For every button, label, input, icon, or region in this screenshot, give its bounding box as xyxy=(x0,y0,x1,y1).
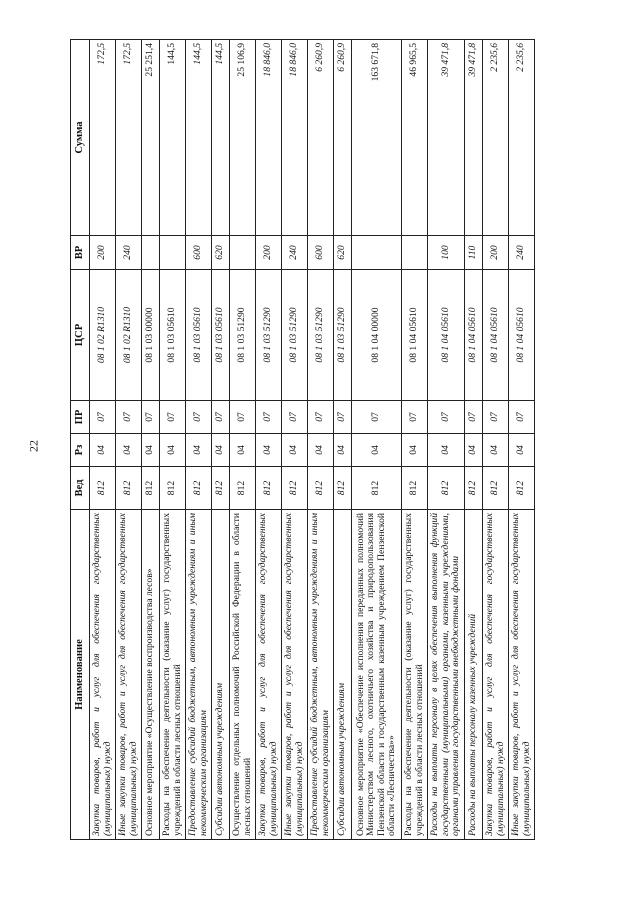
cell-pr: 07 xyxy=(483,401,509,434)
cell-vr xyxy=(142,236,160,270)
cell-vr: 100 xyxy=(428,236,465,270)
cell-csr: 08 1 04 05610 xyxy=(402,270,428,401)
cell-csr: 08 1 04 05610 xyxy=(509,270,535,401)
cell-rz: 04 xyxy=(465,434,483,467)
cell-ved: 812 xyxy=(308,467,334,510)
cell-name: Иные закупки товаров, работ и услуг для обеспечения государственных (муниципальных) нужд xyxy=(116,510,142,840)
cell-rz: 04 xyxy=(116,434,142,467)
table-row xyxy=(352,40,402,840)
rotated-page-content xyxy=(70,40,600,840)
header-vr: ВР xyxy=(71,236,90,270)
table-row xyxy=(308,40,334,840)
table-row xyxy=(90,40,116,840)
cell-rz: 04 xyxy=(256,434,282,467)
cell-csr: 08 1 03 00000 xyxy=(142,270,160,401)
cell-csr: 08 1 04 00000 xyxy=(352,270,402,401)
cell-sum: 144,5 xyxy=(212,40,230,236)
header-sum: Сумма xyxy=(71,40,90,236)
table-row xyxy=(509,40,535,840)
cell-name: Основное мероприятие «Обеспечение исполнения переданных полномочий Министерством лесного, охотничьего хозяйства и природопользования Пензенской области и государственным казенным учреждением Пензенской области «Лесничества»» xyxy=(352,510,402,840)
table-row xyxy=(186,40,212,840)
cell-pr: 07 xyxy=(142,401,160,434)
cell-pr: 07 xyxy=(509,401,535,434)
cell-rz: 04 xyxy=(90,434,116,467)
cell-csr: 08 1 02 R1310 xyxy=(90,270,116,401)
cell-csr: 08 1 03 51290 xyxy=(308,270,334,401)
cell-vr: 200 xyxy=(90,236,116,270)
cell-sum: 144,5 xyxy=(186,40,212,236)
header-ved: Вед xyxy=(71,467,90,510)
cell-vr: 600 xyxy=(186,236,212,270)
table-row xyxy=(230,40,256,840)
cell-vr: 620 xyxy=(334,236,352,270)
budget-table xyxy=(70,39,535,840)
table-row xyxy=(483,40,509,840)
cell-vr xyxy=(352,236,402,270)
cell-sum: 46 965,5 xyxy=(402,40,428,236)
cell-rz: 04 xyxy=(186,434,212,467)
cell-csr: 08 1 03 05610 xyxy=(186,270,212,401)
cell-ved: 812 xyxy=(230,467,256,510)
cell-sum: 25 251,4 xyxy=(142,40,160,236)
cell-rz: 04 xyxy=(160,434,186,467)
table-row xyxy=(465,40,483,840)
page-number: 22 xyxy=(26,440,41,452)
cell-ved: 812 xyxy=(256,467,282,510)
table-row xyxy=(256,40,282,840)
cell-ved: 812 xyxy=(334,467,352,510)
table-row xyxy=(334,40,352,840)
cell-csr: 08 1 04 05610 xyxy=(465,270,483,401)
cell-rz: 04 xyxy=(282,434,308,467)
cell-ved: 812 xyxy=(352,467,402,510)
cell-pr: 07 xyxy=(308,401,334,434)
table-row xyxy=(282,40,308,840)
cell-ved: 812 xyxy=(509,467,535,510)
cell-rz: 04 xyxy=(352,434,402,467)
cell-vr: 600 xyxy=(308,236,334,270)
cell-csr: 08 1 03 51290 xyxy=(256,270,282,401)
cell-csr: 08 1 04 05610 xyxy=(483,270,509,401)
cell-vr: 200 xyxy=(483,236,509,270)
cell-vr: 240 xyxy=(509,236,535,270)
cell-name: Предоставление субсидий бюджетным, автономным учреждениям и иным некоммерческим организациям xyxy=(186,510,212,840)
cell-vr: 240 xyxy=(282,236,308,270)
table-row xyxy=(212,40,230,840)
cell-ved: 812 xyxy=(116,467,142,510)
table-header-row xyxy=(71,40,90,840)
cell-rz: 04 xyxy=(428,434,465,467)
cell-vr: 200 xyxy=(256,236,282,270)
cell-ved: 812 xyxy=(186,467,212,510)
cell-csr: 08 1 04 05610 xyxy=(428,270,465,401)
cell-ved: 812 xyxy=(212,467,230,510)
cell-name: Расходы на выплаты персоналу в целях обеспечения выполнения функций государственными (муниципальными) органами, казенными учреждениями, органами управления государственными внебюджетными фондами xyxy=(428,510,465,840)
table-row xyxy=(116,40,142,840)
cell-sum: 144,5 xyxy=(160,40,186,236)
cell-vr xyxy=(230,236,256,270)
cell-name: Субсидии автономным учреждениям xyxy=(334,510,352,840)
cell-vr: 240 xyxy=(116,236,142,270)
cell-vr xyxy=(160,236,186,270)
cell-ved: 812 xyxy=(282,467,308,510)
cell-name: Закупка товаров, работ и услуг для обеспечения государственных (муниципальных) нужд xyxy=(256,510,282,840)
cell-rz: 04 xyxy=(142,434,160,467)
cell-pr: 07 xyxy=(465,401,483,434)
cell-vr xyxy=(402,236,428,270)
cell-sum: 6 260,9 xyxy=(334,40,352,236)
cell-pr: 07 xyxy=(428,401,465,434)
cell-pr: 07 xyxy=(212,401,230,434)
cell-vr: 620 xyxy=(212,236,230,270)
cell-rz: 04 xyxy=(212,434,230,467)
cell-name: Основное мероприятие «Осуществление воспроизводства лесов» xyxy=(142,510,160,840)
cell-rz: 04 xyxy=(308,434,334,467)
cell-pr: 07 xyxy=(282,401,308,434)
cell-pr: 07 xyxy=(334,401,352,434)
cell-pr: 07 xyxy=(90,401,116,434)
table-row xyxy=(428,40,465,840)
cell-ved: 812 xyxy=(142,467,160,510)
cell-pr: 07 xyxy=(230,401,256,434)
header-pr: ПР xyxy=(71,401,90,434)
cell-csr: 08 1 03 51290 xyxy=(282,270,308,401)
cell-csr: 08 1 02 R1310 xyxy=(116,270,142,401)
cell-rz: 04 xyxy=(483,434,509,467)
cell-name: Закупка товаров, работ и услуг для обеспечения государственных (муниципальных) нужд xyxy=(90,510,116,840)
cell-pr: 07 xyxy=(160,401,186,434)
header-csr: ЦСР xyxy=(71,270,90,401)
cell-rz: 04 xyxy=(334,434,352,467)
cell-name: Закупка товаров, работ и услуг для обеспечения государственных (муниципальных) нужд xyxy=(483,510,509,840)
cell-name: Предоставление субсидий бюджетным, автономным учреждениям и иным некоммерческим организациям xyxy=(308,510,334,840)
cell-pr: 07 xyxy=(402,401,428,434)
table-row xyxy=(402,40,428,840)
cell-csr: 08 1 03 51290 xyxy=(230,270,256,401)
cell-name: Расходы на выплаты персоналу казенных учреждений xyxy=(465,510,483,840)
header-rz: Рз xyxy=(71,434,90,467)
cell-pr: 07 xyxy=(256,401,282,434)
cell-pr: 07 xyxy=(352,401,402,434)
cell-sum: 18 846,0 xyxy=(256,40,282,236)
cell-pr: 07 xyxy=(186,401,212,434)
cell-csr: 08 1 03 05610 xyxy=(160,270,186,401)
cell-rz: 04 xyxy=(509,434,535,467)
cell-ved: 812 xyxy=(465,467,483,510)
cell-csr: 08 1 03 51290 xyxy=(334,270,352,401)
cell-csr: 08 1 03 05610 xyxy=(212,270,230,401)
cell-sum: 39 471,8 xyxy=(465,40,483,236)
cell-ved: 812 xyxy=(90,467,116,510)
cell-ved: 812 xyxy=(483,467,509,510)
cell-pr: 07 xyxy=(116,401,142,434)
table-row xyxy=(142,40,160,840)
cell-sum: 2 235,6 xyxy=(509,40,535,236)
cell-sum: 163 671,8 xyxy=(352,40,402,236)
table-row xyxy=(160,40,186,840)
cell-name: Расходы на обеспечение деятельности (оказание услуг) государственных учреждений в области лесных отношений xyxy=(402,510,428,840)
cell-ved: 812 xyxy=(428,467,465,510)
cell-ved: 812 xyxy=(160,467,186,510)
cell-sum: 39 471,8 xyxy=(428,40,465,236)
cell-sum: 25 106,9 xyxy=(230,40,256,236)
cell-name: Иные закупки товаров, работ и услуг для обеспечения государственных (муниципальных) нужд xyxy=(509,510,535,840)
cell-sum: 172,5 xyxy=(116,40,142,236)
cell-rz: 04 xyxy=(230,434,256,467)
cell-name: Осуществление отдельных полномочий Российской Федерации в области лесных отношений xyxy=(230,510,256,840)
cell-sum: 18 846,0 xyxy=(282,40,308,236)
cell-sum: 6 260,9 xyxy=(308,40,334,236)
cell-rz: 04 xyxy=(402,434,428,467)
cell-name: Субсидии автономным учреждениям xyxy=(212,510,230,840)
cell-vr: 110 xyxy=(465,236,483,270)
cell-sum: 172,5 xyxy=(90,40,116,236)
cell-sum: 2 235,6 xyxy=(483,40,509,236)
cell-name: Расходы на обеспечение деятельности (оказание услуг) государственных учреждений в области лесных отношений xyxy=(160,510,186,840)
cell-ved: 812 xyxy=(402,467,428,510)
cell-name: Иные закупки товаров, работ и услуг для обеспечения государственных (муниципальных) нужд xyxy=(282,510,308,840)
header-name: Наименование xyxy=(71,510,90,840)
